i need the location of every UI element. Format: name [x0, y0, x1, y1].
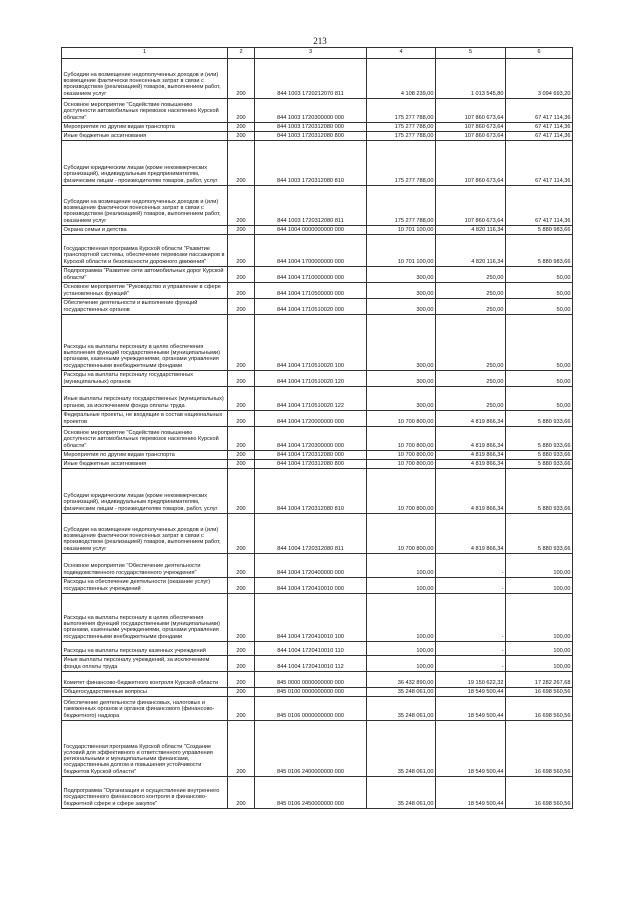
row-name: Основное мероприятие "Руководство и управление в сфере установленных функций"	[62, 283, 228, 299]
row-kvr: 200	[228, 141, 255, 186]
row-kvr: 200	[228, 99, 255, 123]
row-plan: 100,00	[367, 594, 436, 642]
row-done: 4 819 866,34	[436, 411, 506, 427]
row-kvr: 200	[228, 387, 255, 411]
header-col-1: 1	[62, 48, 228, 59]
row-name: Субсидии юридическим лицам (кроме некоммерческих организаций), индивидуальным предпринимателям, физическим лицам - производителям товаров, работ, услуг	[62, 141, 228, 186]
row-code: 844 1004 0000000000 000	[255, 226, 367, 235]
row-code: 844 1004 1710510020 120	[255, 371, 367, 387]
row-code: 844 1004 1720400000 000	[255, 554, 367, 578]
header-col-6: 6	[506, 48, 573, 59]
table-row	[62, 371, 573, 387]
row-name: Мероприятия по другим видам транспорта	[62, 123, 228, 132]
row-rest: 50,00	[506, 283, 573, 299]
row-rest: 5 880 933,66	[506, 460, 573, 469]
row-plan: 100,00	[367, 642, 436, 656]
row-name: Основное мероприятие "Содействие повышению доступности автомобильных перевозок населению Курской области"	[62, 427, 228, 451]
table-row	[62, 594, 573, 642]
row-done: 4 819 866,34	[436, 469, 506, 514]
row-name: Государственная программа Курской области "Создание условий для эффективного и ответственного управления региональными и муниципальными финансами, государственным долгом и повышения устойчивости бюджетов Курской области"	[62, 721, 228, 777]
row-name: Расходы на обеспечение деятельности (оказание услуг) государственных учреждений	[62, 578, 228, 594]
row-rest: 67 417 114,36	[506, 186, 573, 226]
row-done: 18 549 500,44	[436, 688, 506, 697]
row-rest: 5 880 933,66	[506, 469, 573, 514]
row-kvr: 200	[228, 235, 255, 267]
row-rest: 50,00	[506, 315, 573, 371]
row-done: 250,00	[436, 283, 506, 299]
row-done: -	[436, 594, 506, 642]
row-code: 844 1004 1710000000 000	[255, 267, 367, 283]
row-kvr: 200	[228, 451, 255, 460]
row-done: 4 819 866,34	[436, 427, 506, 451]
row-name: Подпрограмма "Организация и осуществление внутреннего государственного финансового контроля в финансово-бюджетной сфере и сфере закупок"	[62, 777, 228, 809]
row-plan: 300,00	[367, 267, 436, 283]
row-name: Подпрограмма "Развитие сети автомобильных дорог Курской области"	[62, 267, 228, 283]
row-done: 18 549 500,44	[436, 721, 506, 777]
row-done: 19 150 622,32	[436, 672, 506, 688]
row-rest: 50,00	[506, 267, 573, 283]
table-row	[62, 578, 573, 594]
row-kvr: 200	[228, 554, 255, 578]
row-name: Расходы на выплаты персоналу в целях обеспечения выполнения функций государственными (муниципальными) органами, казенными учреждениями, органами управления государственными внебюджетными фондами	[62, 315, 228, 371]
row-name: Расходы на выплаты персоналу государственных (муниципальных) органов	[62, 371, 228, 387]
row-name: Субсидии юридическим лицам (кроме некоммерческих организаций), индивидуальным предпринимателям, физическим лицам - производителям товаров, работ, услуг	[62, 469, 228, 514]
table-row	[62, 141, 573, 186]
row-name: Основное мероприятие "Содействие повышению доступности автомобильных перевозок населению Курской области"	[62, 99, 228, 123]
row-rest: 50,00	[506, 371, 573, 387]
row-done: 4 819 866,34	[436, 514, 506, 554]
table-row	[62, 299, 573, 315]
table-row	[62, 554, 573, 578]
row-rest: 67 417 114,36	[506, 123, 573, 132]
row-name: Субсидии на возмещение недополученных доходов и (или) возмещение фактически понесенных затрат в связи с производством (реализацией) товаров, выполнением работ, оказанием услуг	[62, 514, 228, 554]
row-name: Субсидии на возмещение недополученных доходов и (или) возмещение фактически понесенных затрат в связи с производством (реализацией) товаров, выполнением работ, оказанием услуг	[62, 59, 228, 99]
row-rest: 67 417 114,36	[506, 99, 573, 123]
table-row	[62, 59, 573, 99]
row-done: 250,00	[436, 315, 506, 371]
row-name: Иные выплаты персоналу государственных (муниципальных) органов, за исключением фонда оплаты труда	[62, 387, 228, 411]
row-done: 4 820 116,34	[436, 235, 506, 267]
row-code: 844 1004 1720300000 000	[255, 427, 367, 451]
row-plan: 10 700 800,00	[367, 514, 436, 554]
header-col-5: 5	[436, 48, 506, 59]
row-rest: 5 880 933,66	[506, 451, 573, 460]
row-done: 4 820 116,34	[436, 226, 506, 235]
table-body	[62, 59, 573, 809]
table-row	[62, 387, 573, 411]
row-rest: 100,00	[506, 594, 573, 642]
row-kvr: 200	[228, 283, 255, 299]
table-header	[62, 48, 573, 59]
table-row	[62, 283, 573, 299]
row-code: 844 1004 1720312080 000	[255, 451, 367, 460]
row-rest: 100,00	[506, 656, 573, 672]
row-kvr: 200	[228, 578, 255, 594]
row-name: Федеральные проекты, не входящие в состав национальных проектов	[62, 411, 228, 427]
row-plan: 35 248 061,00	[367, 777, 436, 809]
row-plan: 4 108 239,00	[367, 59, 436, 99]
table-row	[62, 469, 573, 514]
row-rest: 16 698 560,56	[506, 697, 573, 721]
row-plan: 175 277 788,00	[367, 123, 436, 132]
row-kvr: 200	[228, 469, 255, 514]
row-kvr: 200	[228, 594, 255, 642]
row-code: 844 1004 1720410010 110	[255, 642, 367, 656]
table-row	[62, 186, 573, 226]
header-col-3: 3	[255, 48, 367, 59]
row-done: 1 013 545,80	[436, 59, 506, 99]
row-kvr: 200	[228, 460, 255, 469]
table-row	[62, 697, 573, 721]
row-plan: 175 277 788,00	[367, 186, 436, 226]
table-row	[62, 514, 573, 554]
table-row	[62, 315, 573, 371]
row-plan: 175 277 788,00	[367, 99, 436, 123]
row-plan: 10 700 800,00	[367, 451, 436, 460]
row-code: 844 1004 1720312080 810	[255, 469, 367, 514]
row-code: 845 0106 2450000000 000	[255, 777, 367, 809]
row-plan: 10 700 800,00	[367, 469, 436, 514]
row-code: 845 0000 0000000000 000	[255, 672, 367, 688]
row-kvr: 200	[228, 672, 255, 688]
row-plan: 300,00	[367, 283, 436, 299]
row-kvr: 200	[228, 267, 255, 283]
row-kvr: 200	[228, 688, 255, 697]
table-row	[62, 427, 573, 451]
row-name: Субсидии на возмещение недополученных доходов и (или) возмещение фактически понесенных затрат в связи с производством (реализацией) товаров, выполнением работ, оказанием услуг	[62, 186, 228, 226]
row-plan: 10 701 100,00	[367, 235, 436, 267]
table-row	[62, 688, 573, 697]
row-kvr: 200	[228, 186, 255, 226]
row-name: Иные выплаты персоналу учреждений, за исключением фонда оплаты труда	[62, 656, 228, 672]
row-plan: 300,00	[367, 387, 436, 411]
row-rest: 5 880 933,66	[506, 411, 573, 427]
row-plan: 10 700 800,00	[367, 460, 436, 469]
table-row	[62, 411, 573, 427]
row-kvr: 200	[228, 132, 255, 141]
row-done: 250,00	[436, 267, 506, 283]
row-plan: 36 432 890,00	[367, 672, 436, 688]
row-done: -	[436, 656, 506, 672]
row-done: 107 860 673,64	[436, 132, 506, 141]
row-code: 844 1004 1700000000 000	[255, 235, 367, 267]
table-row	[62, 656, 573, 672]
row-code: 844 1003 1720312080 800	[255, 132, 367, 141]
table-row	[62, 235, 573, 267]
row-code: 844 1003 1720312080 811	[255, 186, 367, 226]
row-plan: 100,00	[367, 554, 436, 578]
table-row	[62, 777, 573, 809]
row-kvr: 200	[228, 777, 255, 809]
row-rest: 50,00	[506, 299, 573, 315]
row-code: 844 1004 1720410010 100	[255, 594, 367, 642]
row-done: -	[436, 554, 506, 578]
row-kvr: 200	[228, 427, 255, 451]
row-plan: 175 277 788,00	[367, 141, 436, 186]
row-name: Иные бюджетные ассигнования	[62, 460, 228, 469]
row-kvr: 200	[228, 299, 255, 315]
row-code: 844 1004 1720410010 000	[255, 578, 367, 594]
row-done: 107 860 673,64	[436, 123, 506, 132]
row-kvr: 200	[228, 411, 255, 427]
row-rest: 16 698 560,56	[506, 721, 573, 777]
row-done: 250,00	[436, 299, 506, 315]
row-kvr: 200	[228, 642, 255, 656]
row-kvr: 200	[228, 371, 255, 387]
row-done: 250,00	[436, 387, 506, 411]
row-done: 4 819 866,34	[436, 451, 506, 460]
row-code: 844 1003 1720212070 811	[255, 59, 367, 99]
row-name: Расходы на выплаты персоналу в целях обеспечения выполнения функций государственными (муниципальными) органами, казенными учреждениями, органами управления государственными внебюджетными фондами	[62, 594, 228, 642]
row-done: 18 549 500,44	[436, 697, 506, 721]
table-row	[62, 226, 573, 235]
header-col-4: 4	[367, 48, 436, 59]
row-name: Комитет финансово-бюджетного контроля Курской области	[62, 672, 228, 688]
row-name: Общегосударственные вопросы	[62, 688, 228, 697]
table-row	[62, 460, 573, 469]
row-rest: 16 698 560,56	[506, 688, 573, 697]
budget-table	[61, 47, 573, 809]
table-row	[62, 721, 573, 777]
row-name: Обеспечение деятельности и выполнение функций государственных органов	[62, 299, 228, 315]
row-name: Обеспечение деятельности финансовых, налоговых и таможенных органов и органов финансового (финансово-бюджетного) надзора	[62, 697, 228, 721]
table-row	[62, 451, 573, 460]
row-kvr: 200	[228, 697, 255, 721]
row-kvr: 200	[228, 59, 255, 99]
row-done: 107 860 673,64	[436, 141, 506, 186]
row-code: 845 0106 0000000000 000	[255, 697, 367, 721]
row-plan: 100,00	[367, 656, 436, 672]
row-kvr: 200	[228, 514, 255, 554]
header-row	[62, 48, 573, 59]
row-plan: 10 700 800,00	[367, 411, 436, 427]
row-plan: 300,00	[367, 315, 436, 371]
row-code: 844 1003 1720312080 810	[255, 141, 367, 186]
row-rest: 50,00	[506, 387, 573, 411]
row-plan: 10 701 100,00	[367, 226, 436, 235]
row-name: Расходы на выплаты персоналу казенных учреждений	[62, 642, 228, 656]
row-rest: 5 880 933,66	[506, 427, 573, 451]
row-name: Охрана семьи и детства	[62, 226, 228, 235]
row-code: 844 1004 1710510020 100	[255, 315, 367, 371]
row-kvr: 200	[228, 315, 255, 371]
row-done: -	[436, 578, 506, 594]
row-code: 844 1003 1720300000 000	[255, 99, 367, 123]
row-code: 844 1004 1710510020 000	[255, 299, 367, 315]
row-plan: 35 248 061,00	[367, 721, 436, 777]
row-rest: 5 880 933,66	[506, 514, 573, 554]
row-code: 844 1004 1710510020 122	[255, 387, 367, 411]
row-done: 4 819 866,34	[436, 460, 506, 469]
row-code: 844 1003 1720312080 000	[255, 123, 367, 132]
row-plan: 35 248 061,00	[367, 697, 436, 721]
row-plan: 10 700 800,00	[367, 427, 436, 451]
row-code: 844 1004 1720312080 811	[255, 514, 367, 554]
row-done: 107 860 673,64	[436, 99, 506, 123]
row-kvr: 200	[228, 721, 255, 777]
row-plan: 300,00	[367, 299, 436, 315]
row-rest: 100,00	[506, 554, 573, 578]
row-plan: 175 277 788,00	[367, 132, 436, 141]
row-rest: 100,00	[506, 578, 573, 594]
row-rest: 16 698 560,56	[506, 777, 573, 809]
row-code: 845 0100 0000000000 000	[255, 688, 367, 697]
row-code: 844 1004 1720312080 800	[255, 460, 367, 469]
row-code: 844 1004 1720410010 112	[255, 656, 367, 672]
row-name: Основное мероприятие "Обеспечение деятельности подведомственного государственного учреждения"	[62, 554, 228, 578]
row-code: 844 1004 1720000000 000	[255, 411, 367, 427]
row-done: 18 549 500,44	[436, 777, 506, 809]
row-code: 845 0106 2400000000 000	[255, 721, 367, 777]
row-name: Мероприятия по другим видам транспорта	[62, 451, 228, 460]
row-name: Государственная программа Курской области "Развитие транспортной системы, обеспечение перевозки пассажиров в Курской области и безопасности дорожного движения"	[62, 235, 228, 267]
row-rest: 3 094 693,20	[506, 59, 573, 99]
table-row	[62, 132, 573, 141]
header-col-2: 2	[228, 48, 255, 59]
row-rest: 100,00	[506, 642, 573, 656]
row-rest: 67 417 114,36	[506, 132, 573, 141]
row-kvr: 200	[228, 226, 255, 235]
row-plan: 35 248 061,00	[367, 688, 436, 697]
row-rest: 5 880 983,66	[506, 226, 573, 235]
row-plan: 100,00	[367, 578, 436, 594]
table-row	[62, 99, 573, 123]
row-code: 844 1004 1710500000 000	[255, 283, 367, 299]
row-done: -	[436, 642, 506, 656]
row-rest: 5 880 983,66	[506, 235, 573, 267]
row-done: 250,00	[436, 371, 506, 387]
row-kvr: 200	[228, 656, 255, 672]
page-number: 213	[313, 36, 327, 46]
table-row	[62, 267, 573, 283]
row-name: Иные бюджетные ассигнования	[62, 132, 228, 141]
row-rest: 17 282 267,68	[506, 672, 573, 688]
row-rest: 67 417 114,36	[506, 141, 573, 186]
table-row	[62, 672, 573, 688]
row-done: 107 860 673,64	[436, 186, 506, 226]
table-row	[62, 642, 573, 656]
table-row	[62, 123, 573, 132]
row-plan: 300,00	[367, 371, 436, 387]
row-kvr: 200	[228, 123, 255, 132]
